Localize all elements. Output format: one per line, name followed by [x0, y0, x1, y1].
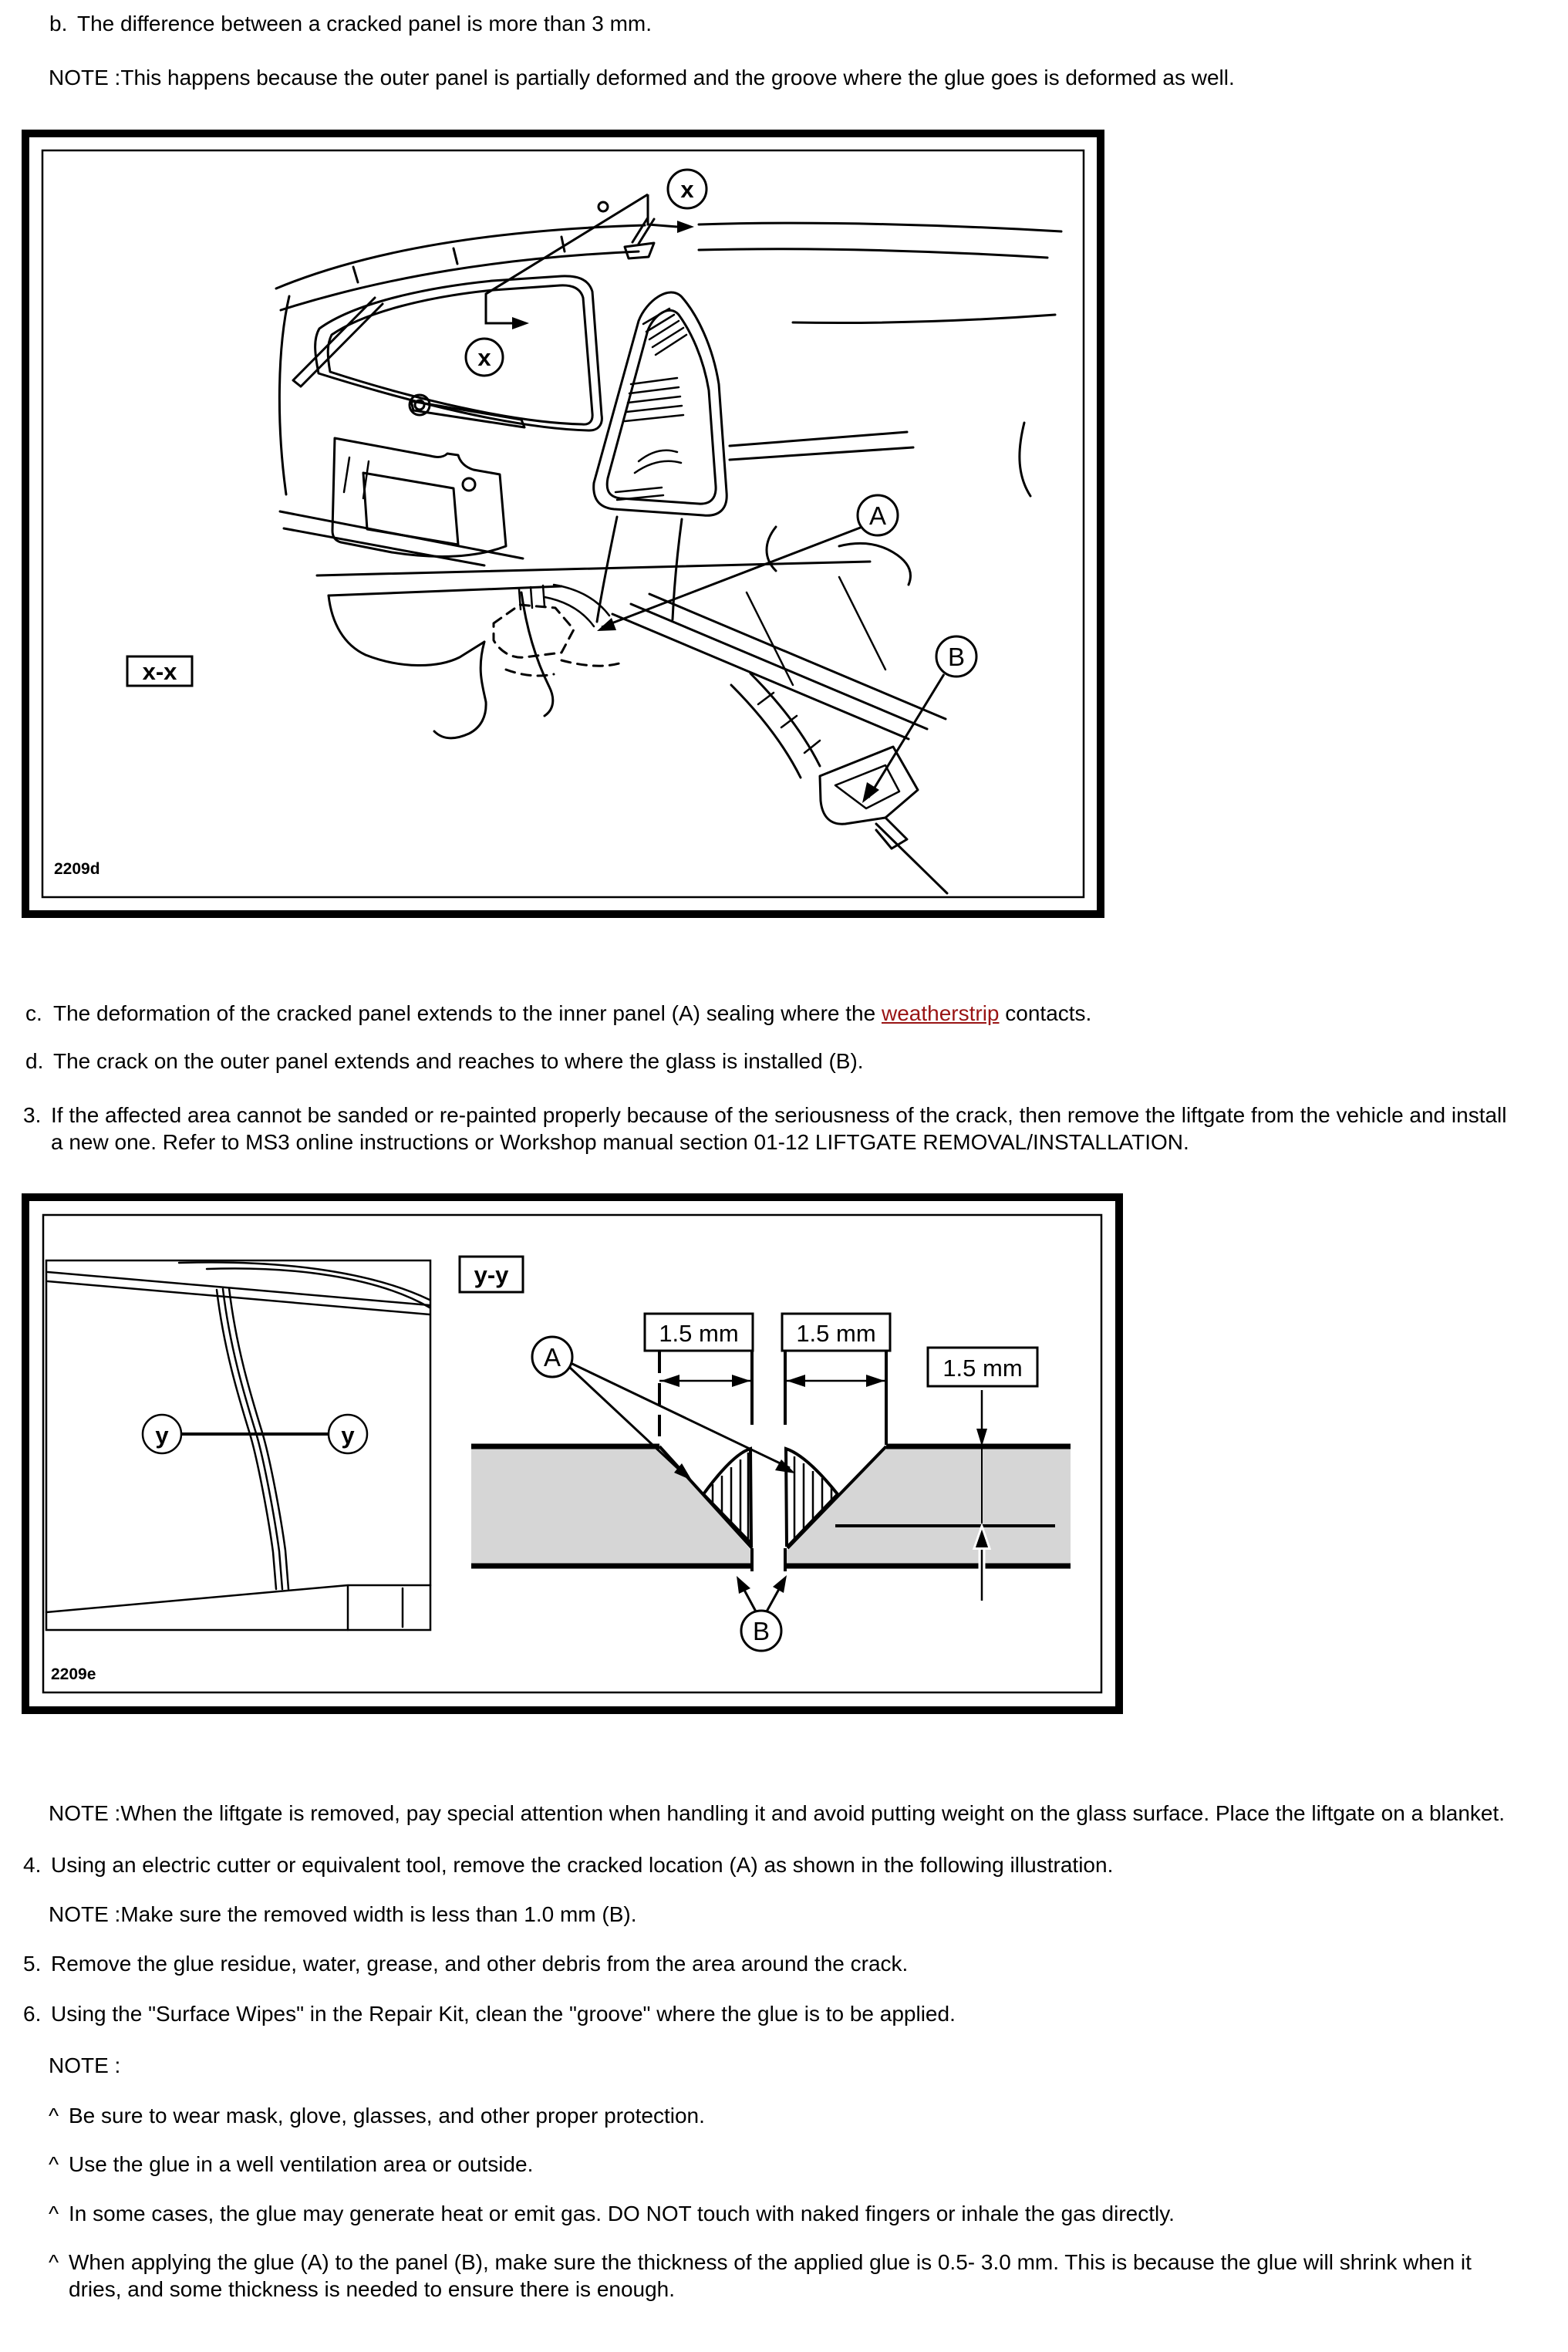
list-item-c [25, 1000, 1568, 1027]
roof-grommet [599, 202, 608, 211]
step-6 [23, 2000, 1568, 2027]
step-number: 3. [23, 1103, 42, 1127]
step-text: Using an electric cutter or equivalent tool, remove the cracked location (A) as shown in the following illustration. [51, 1853, 1114, 1877]
vehicle-line-art [276, 202, 1061, 893]
callout-b [862, 636, 976, 803]
text-after-link: contacts. [999, 1001, 1092, 1025]
figure-liftgate-rear [22, 130, 1568, 918]
step-text: If the affected area cannot be sanded or re-painted properly because of the seriousness of the crack, then remove the liftgate from the vehicle and install a new one. Refer to MS3 online instructions or Workshop manual section 01-12 LIFTGATE REMOVAL/INSTALLATION. [51, 1103, 1507, 1154]
callout-a-label: A [543, 1343, 561, 1372]
list-marker: d. [25, 1049, 44, 1073]
note-liftgate-handling [49, 1800, 1537, 1827]
figure-inner-border [42, 150, 1084, 897]
step-5 [23, 1950, 1568, 1977]
figure-code: 2209e [51, 1665, 96, 1683]
crack-lines [217, 1288, 288, 1589]
liftgate-rear-illustration [22, 130, 1104, 918]
service-manual-page [0, 10, 1568, 2303]
glue-note-item [49, 2151, 1568, 2178]
note-label: NOTE : [49, 66, 121, 89]
note-text: Make sure the removed width is less than 1.0 mm (B). [120, 1902, 637, 1926]
list-item-b [49, 10, 1568, 37]
arrow-icon [787, 1375, 805, 1387]
section-label-text: x-x [142, 658, 177, 685]
section-label-text: y-y [474, 1261, 509, 1288]
figure-groove-section [22, 1193, 1568, 1714]
list-marker: b. [49, 12, 68, 35]
arrow-icon [597, 618, 616, 631]
note-label: NOTE : [49, 1902, 121, 1926]
list-item-text [53, 1000, 1091, 1027]
callout-b-label: B [947, 643, 966, 671]
arrow-icon [677, 221, 694, 233]
caret-bullet-icon: ^ [49, 2250, 59, 2274]
text-before-link: The deformation of the cracked panel extends to the inner panel (A) sealing where the [53, 1001, 882, 1025]
groove-section-illustration [22, 1193, 1123, 1714]
callout-x-upper [648, 170, 706, 233]
figure-code: 2209d [54, 860, 100, 878]
note-text: When the liftgate is removed, pay special attention when handling it and avoid putting weight on the glass surface. Place the liftgate on a blanket. [120, 1801, 1506, 1825]
glue-note-item [49, 2249, 1568, 2303]
glue-note-text: In some cases, the glue may generate heat or emit gas. DO NOT touch with naked fingers or inhale the gas directly. [69, 2202, 1175, 2225]
section-cut-line-yy [143, 1415, 367, 1453]
arrow-icon [512, 317, 529, 329]
arrow-icon [661, 1375, 679, 1387]
callout-b [737, 1575, 787, 1651]
glue-note-text: When applying the glue (A) to the panel (B), make sure the thickness of the applied glue is 0.5- 3.0 mm. This is because the glue will shrink when it dries, and some thickness is needed to ensure there is enough. [69, 2250, 1472, 2301]
callout-x-upper-label: x [680, 176, 694, 203]
list-item-text: The crack on the outer panel extends and reaches to where the glass is installed (B). [53, 1049, 864, 1073]
step-text: Using the "Surface Wipes" in the Repair Kit, clean the "groove" where the glue is to be applied. [51, 2002, 956, 2026]
arrow-icon [737, 1576, 750, 1594]
dimension-label: 1.5 mm [659, 1320, 739, 1347]
glue-note-item [49, 2102, 1568, 2129]
step-4 [23, 1851, 1568, 1878]
list-marker: c. [25, 1001, 42, 1025]
arrow-icon [732, 1375, 750, 1387]
step-number: 5. [23, 1952, 42, 1976]
list-item-text: The difference between a cracked panel is more than 3 mm. [77, 12, 652, 35]
dimension-label: 1.5 mm [796, 1320, 876, 1347]
callout-y-left-label: y [155, 1422, 169, 1449]
step-3 [23, 1102, 1568, 1156]
section-label-xx [127, 656, 192, 686]
callout-a-label: A [868, 501, 887, 530]
step-text: Remove the glue residue, water, grease, and other debris from the area around the crack. [51, 1952, 909, 1976]
step-number: 4. [23, 1853, 42, 1877]
arrow-icon [773, 1575, 787, 1593]
caret-bullet-icon: ^ [49, 2152, 59, 2176]
note-removed-width [49, 1901, 1537, 1928]
glue-note-text: Be sure to wear mask, glove, glasses, and other proper protection. [69, 2104, 705, 2128]
callout-x-lower-label: x [477, 344, 491, 371]
weatherstrip-link[interactable]: weatherstrip [881, 1001, 1000, 1025]
note-label: NOTE : [49, 2053, 121, 2077]
callout-b-label: B [752, 1617, 771, 1645]
arrow-icon [866, 1375, 885, 1387]
list-item-d [25, 1048, 1568, 1075]
glue-note-text: Use the glue in a well ventilation area or outside. [69, 2152, 534, 2176]
glue-note-item [49, 2200, 1568, 2227]
keyhole [463, 478, 475, 491]
note-label: NOTE : [49, 1801, 121, 1825]
panel-view-frame [46, 1260, 430, 1630]
note-glue-header [49, 2052, 1537, 2079]
step-number: 6. [23, 2002, 42, 2026]
crack-location-dashed-outline [494, 605, 619, 676]
dimension-label: 1.5 mm [942, 1355, 1023, 1382]
section-label-yy [460, 1257, 523, 1292]
callout-y-right-label: y [341, 1422, 355, 1449]
caret-bullet-icon: ^ [49, 2202, 59, 2225]
dimension-right-width [782, 1314, 890, 1445]
figure-outer-border [25, 133, 1101, 914]
note-outer-panel [49, 64, 1537, 91]
caret-bullet-icon: ^ [49, 2104, 59, 2128]
panel-view [46, 1260, 430, 1630]
note-text: This happens because the outer panel is partially deformed and the groove where the glue goes is deformed as well. [120, 66, 1235, 89]
